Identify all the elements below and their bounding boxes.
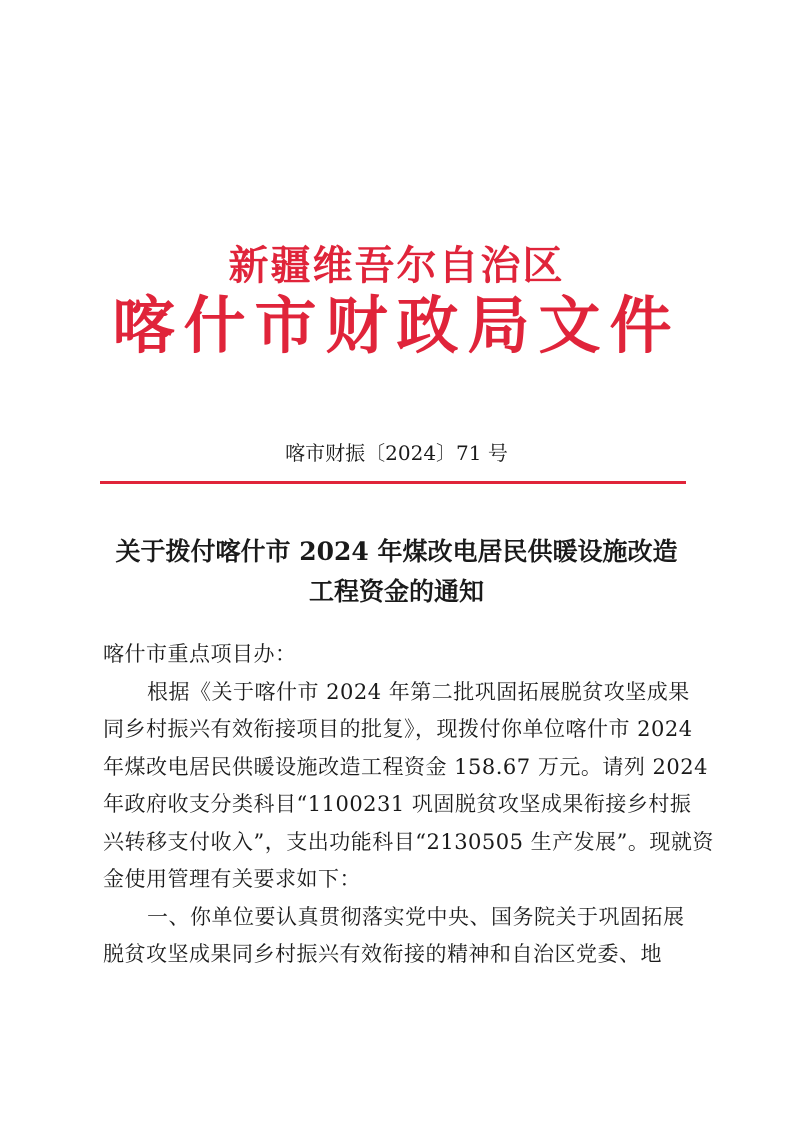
document-body <box>103 636 714 974</box>
body-line: 兴转移支付收入”，支出功能科目“2130505 生产发展”。现就资 <box>103 829 714 854</box>
body-line: 脱贫攻坚成果同乡村振兴有效衔接的精神和自治区党委、地 <box>103 942 662 966</box>
salutation: 喀什市重点项目办： <box>103 642 297 666</box>
body-line: 金使用管理有关要求如下： <box>103 867 361 891</box>
body-line: 年政府收支分类科目“1100231 巩固脱贫攻坚成果衔接乡村振 <box>103 792 692 816</box>
document-number: 喀市财振〔2024〕71 号 <box>285 441 508 465</box>
header-region: 新疆维吾尔自治区 <box>228 242 565 289</box>
document-title <box>80 532 713 612</box>
title-line-1: 关于拨付喀什市 2024 年煤改电居民供暖设施改造 <box>115 537 678 566</box>
header-issuer: 喀什市财政局文件 <box>112 289 681 362</box>
body-line: 一、你单位要认真贯彻落实党中央、国务院关于巩固拓展 <box>147 904 685 929</box>
title-line-2: 工程资金的通知 <box>308 577 484 606</box>
red-divider <box>100 481 686 484</box>
body-line: 同乡村振兴有效衔接项目的批复》，现拨付你单位喀什市 2024 <box>103 717 693 741</box>
body-line: 根据《关于喀什市 2024 年第二批巩固拓展脱贫攻坚成果 <box>147 679 690 704</box>
body-line: 年煤改电居民供暖设施改造工程资金 158.67 万元。请列 2024 <box>103 754 708 779</box>
